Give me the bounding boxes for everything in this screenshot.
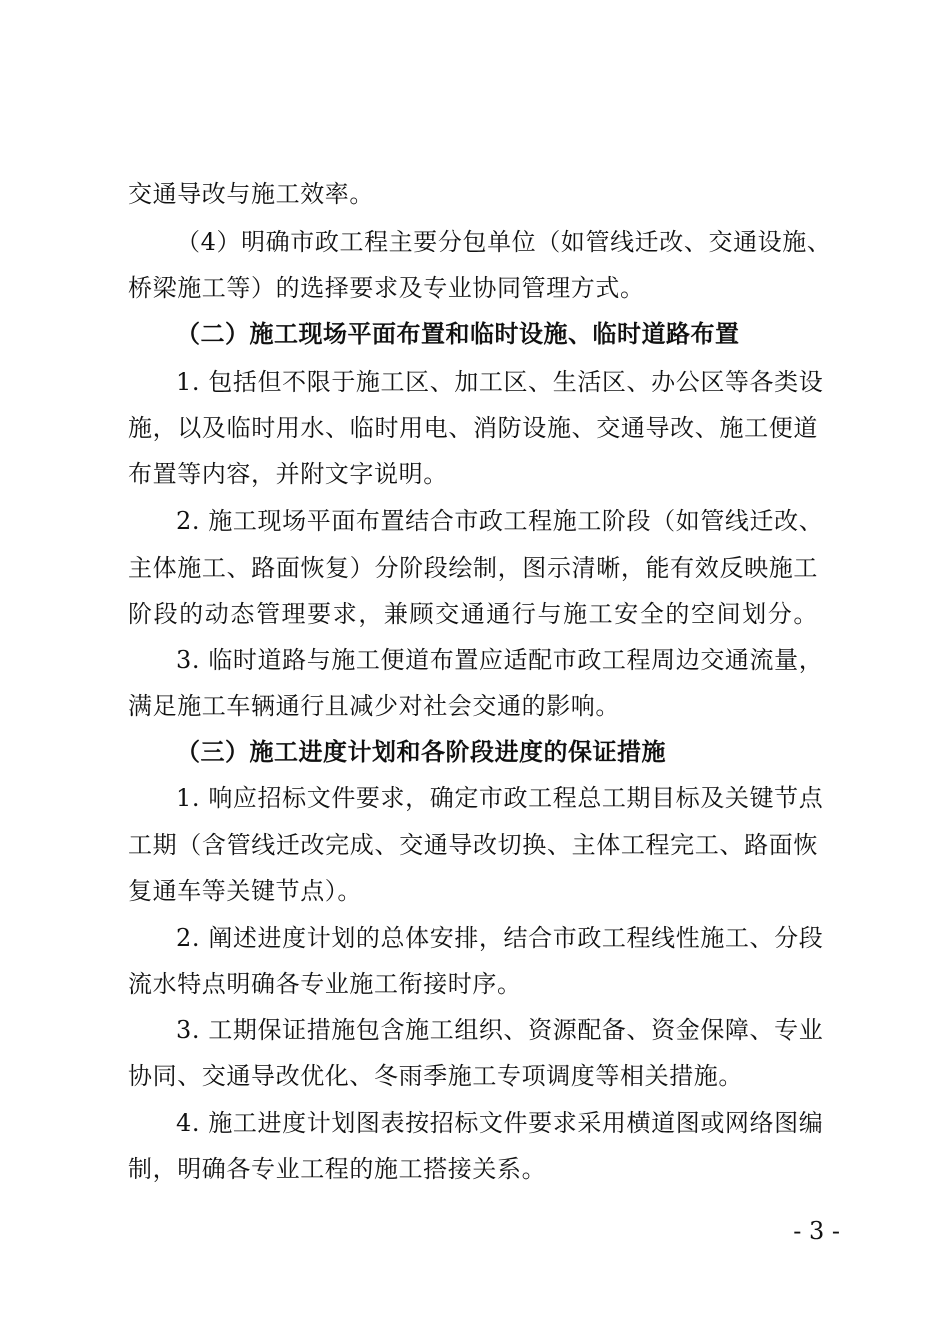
- body-text-line: 交通导改与施工效率。: [128, 180, 374, 208]
- body-text-line: 布置等内容，并附文字说明。: [128, 460, 448, 488]
- paragraph-first-line: 3. 工期保证措施包含施工组织、资源配备、资金保障、专业: [176, 1016, 824, 1044]
- paragraph-first-line: 3. 临时道路与施工便道布置应适配市政工程周边交通流量，: [176, 646, 824, 674]
- section-heading: （三）施工进度计划和各阶段进度的保证措施: [176, 738, 666, 766]
- paragraph-first-line: 2. 施工现场平面布置结合市政工程施工阶段（如管线迁改、: [176, 507, 824, 535]
- body-text-line: 阶段的动态管理要求，兼顾交通通行与施工安全的空间划分。: [128, 600, 818, 628]
- body-text-line: 满足施工车辆通行且减少对社会交通的影响。: [128, 692, 620, 720]
- paragraph-first-line: 1. 响应招标文件要求，确定市政工程总工期目标及关键节点: [176, 784, 824, 812]
- body-text-line: 主体施工、路面恢复）分阶段绘制，图示清晰，能有效反映施工: [128, 554, 818, 582]
- body-text-line: 桥梁施工等）的选择要求及专业协同管理方式。: [128, 274, 645, 302]
- body-text-line: 制，明确各专业工程的施工搭接关系。: [128, 1155, 547, 1183]
- paragraph-first-line: 1. 包括但不限于施工区、加工区、生活区、办公区等各类设: [176, 368, 824, 396]
- body-text-line: 流水特点明确各专业施工衔接时序。: [128, 970, 522, 998]
- body-text-line: 复通车等关键节点）。: [128, 877, 362, 905]
- section-heading: （二）施工现场平面布置和临时设施、临时道路布置: [176, 320, 740, 348]
- paragraph-first-line: 4. 施工进度计划图表按招标文件要求采用横道图或网络图编: [176, 1109, 824, 1137]
- body-text-line: 工期（含管线迁改完成、交通导改切换、主体工程完工、路面恢: [128, 831, 818, 859]
- page-number: - 3 -: [793, 1217, 840, 1245]
- paragraph-first-line: 2. 阐述进度计划的总体安排，结合市政工程线性施工、分段: [176, 924, 824, 952]
- body-text-line: 协同、交通导改优化、冬雨季施工专项调度等相关措施。: [128, 1062, 743, 1090]
- paragraph-first-line: （4）明确市政工程主要分包单位（如管线迁改、交通设施、: [176, 228, 832, 256]
- body-text-line: 施，以及临时用水、临时用电、消防设施、交通导改、施工便道: [128, 414, 818, 442]
